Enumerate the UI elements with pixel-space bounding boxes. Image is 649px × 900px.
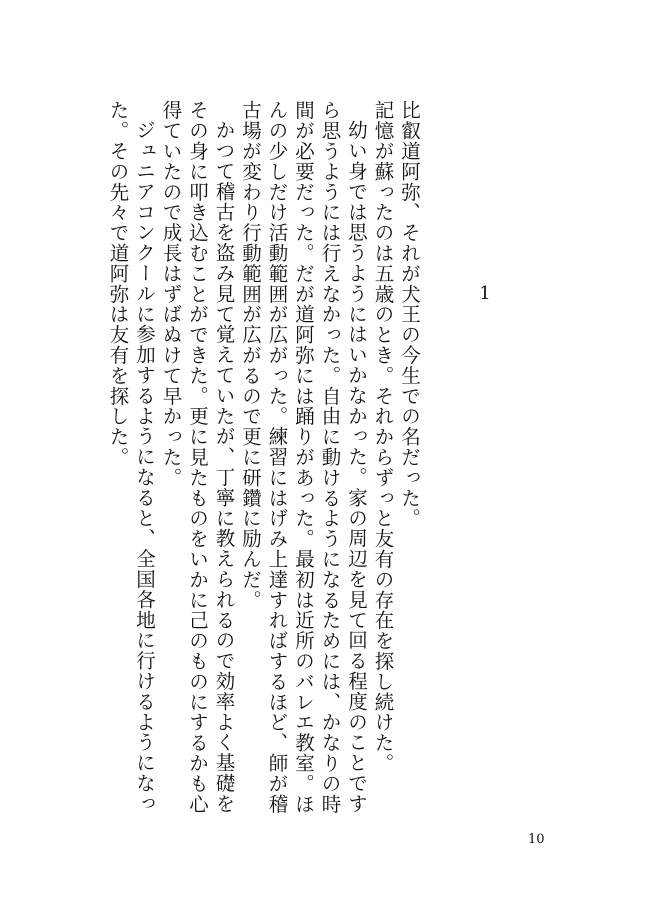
body-text	[106, 100, 422, 820]
paragraph: 記憶が蘇ったのは五歳のとき。それからずっと友有の存在を探し続けた。	[371, 100, 395, 774]
paragraph: ジュニアコンクールに参加するようになると、全国各地に行けるようになった。その先々で道阿弥は友有を探した。	[106, 100, 156, 814]
paragraph: 幼い身では思うようにはいかなかった。家の周辺を見て回る程度のことですら思うようには行えなかった。自由に動けるようになるためには、かなりの時間が必要だった。だが道阿弥には踊りがあった。最初は近所のバレエ教室。ほんの少しだけ活動範囲が広がった。練習にはげみ上達すればするほど、師が稽古場が変わり行動範囲が広がるので更に研鑽に励んだ。	[239, 100, 368, 814]
paragraph: かつて稽古を盗み見て覚えていたが、丁寧に教えられるので効率よく基礎をその身に叩き込むことができた。更に見たものをいかに己のものにするかも心得ていたので成長はずばぬけて早かった。	[159, 100, 236, 814]
chapter-number: 1	[479, 283, 491, 304]
page-number: 10	[528, 832, 545, 847]
paragraph: 比叡道阿弥、それが犬王の今生での名だった。	[398, 100, 421, 529]
